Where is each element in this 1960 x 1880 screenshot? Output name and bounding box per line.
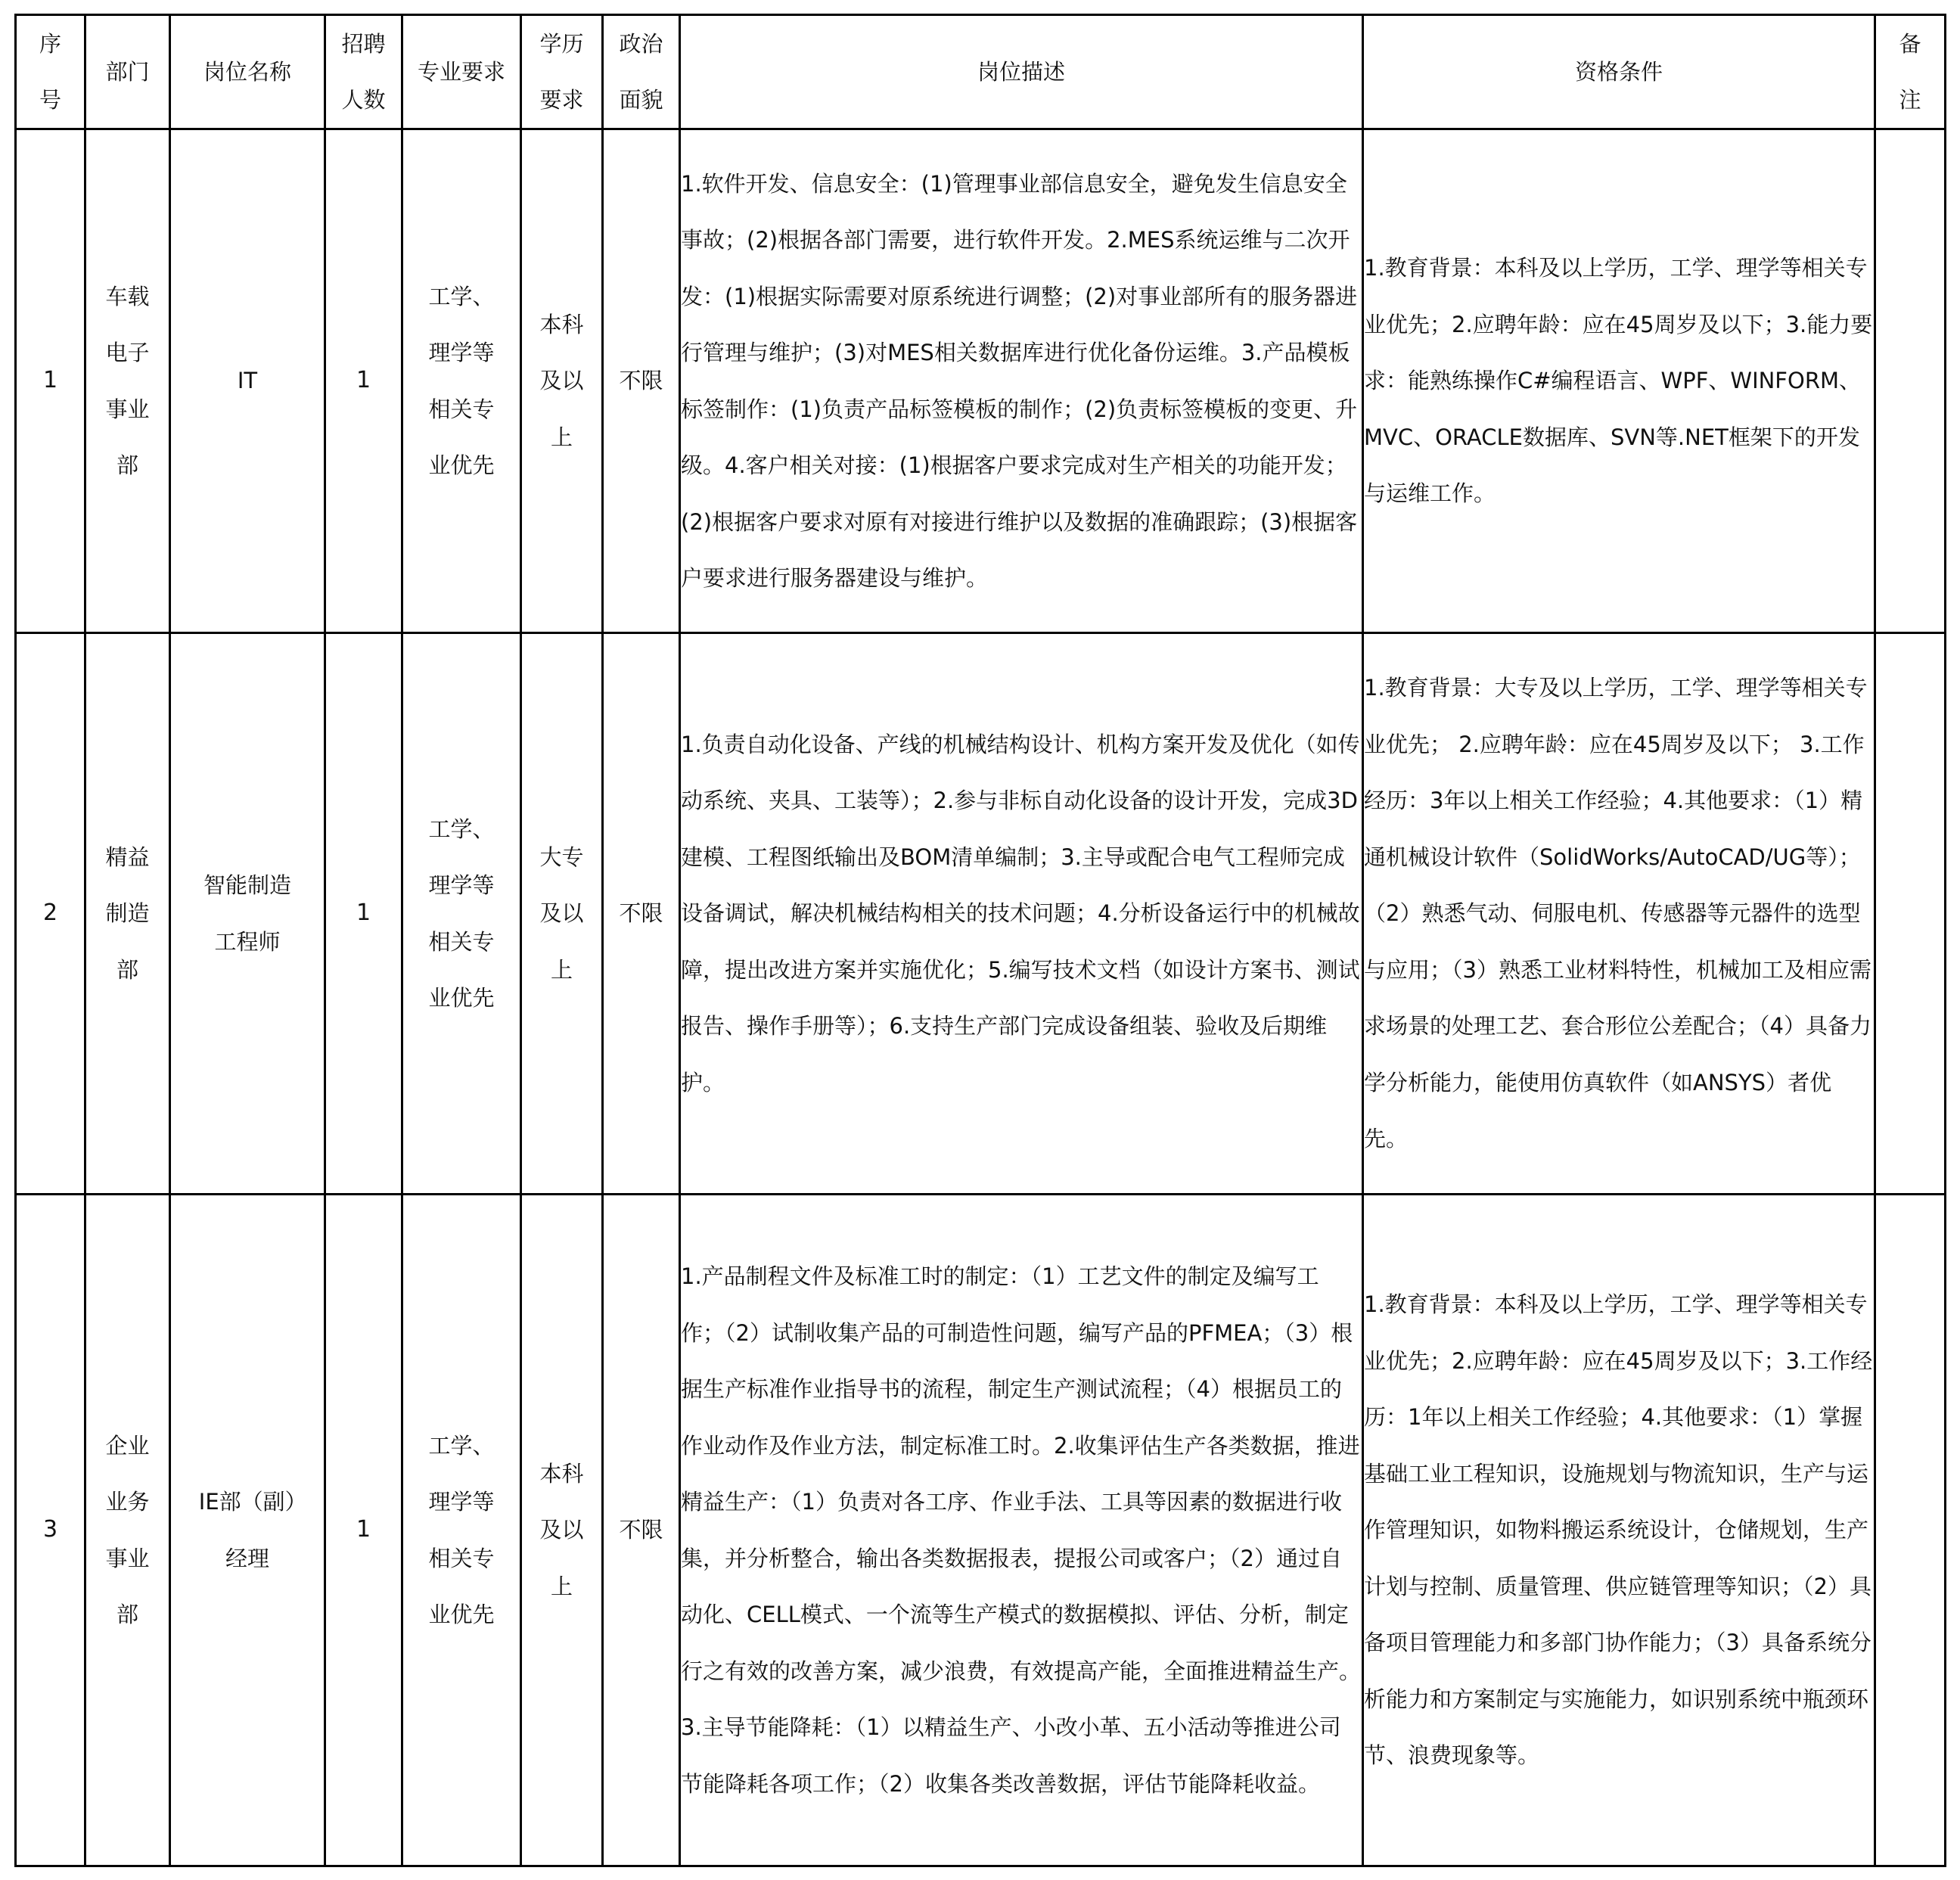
header-headcount-line2: 人数 <box>341 87 386 113</box>
header-index <box>16 15 85 129</box>
cell-remarks <box>1875 633 1946 1195</box>
department-text: 精益制造部 <box>105 844 150 983</box>
header-political-line1: 政治 <box>619 31 663 57</box>
header-remarks-line2: 注 <box>1899 87 1921 113</box>
education-text: 大专及以上 <box>539 844 584 983</box>
cell-remarks <box>1875 1195 1946 1866</box>
cell-department <box>85 633 170 1195</box>
description-text: 1.软件开发、信息安全：(1)管理事业部信息安全，避免发生信息安全事故；(2)根据各部门需要，进行软件开发。2.MES系统运维与二次开发：(1)根据实际需要对原系统进行调整；(2)对事业部所有的服务器进行管理与维护；(3)对MES相关数据库进行优化备份运维。3.产品模板标签制作：(1)负责产品标签模板的制作；(2)负责标签模板的变更、升级。4.客户相关对接：(1)根据客户要求完成对生产相关的功能开发； (2)根据客户要求对原有对接进行维护以及数据的准确跟踪；(3)根据客户要求进行服务器建设与维护。 <box>681 170 1358 591</box>
cell-major <box>402 129 521 633</box>
header-political <box>603 15 680 129</box>
major-text: 工学、理学等相关专业优先 <box>428 816 495 1011</box>
cell-position <box>170 1195 325 1866</box>
cell-headcount: 1 <box>325 633 402 1195</box>
cell-index: 3 <box>16 1195 85 1866</box>
cell-headcount: 1 <box>325 129 402 633</box>
recruitment-table <box>14 14 1946 1867</box>
description-text: 1.产品制程文件及标准工时的制定：（1）工艺文件的制定及编写工作；（2）试制收集产品的可制造性问题，编写产品的PFMEA；（3）根据生产标准作业指导书的流程，制定生产测试流程；（4）根据员工的作业动作及作业方法，制定标准工时。2.收集评估生产各类数据，推进精益生产：（1）负责对各工序、作业手法、工具等因素的数据进行收集，并分析整合，输出各类数据报表，提报公司或客户；（2）通过自动化、CELL模式、一个流等生产模式的数据模拟、评估、分析，制定行之有效的改善方案，减少浪费，有效提高产能，全面推进精益生产。3.主导节能降耗：（1）以精益生产、小改小革、五小活动等推进公司节能降耗各项工作；（2）收集各类改善数据，评估节能降耗收益。 <box>681 1263 1362 1797</box>
table-row <box>16 129 1946 633</box>
cell-qualifications <box>1363 129 1875 633</box>
description-text: 1.负责自动化设备、产线的机械结构设计、机构方案开发及优化（如传动系统、夹具、工装等）；2.参与非标自动化设备的设计开发，完成3D建模、工程图纸输出及BOM清单编制；3.主导或配合电气工程师完成设备调试，解决机械结构相关的技术问题；4.分析设备运行中的机械故障，提出改进方案并实施优化；5.编写技术文档（如设计方案书、测试报告、操作手册等）；6.支持生产部门完成设备组装、验收及后期维护。 <box>681 731 1360 1095</box>
cell-education <box>521 1195 603 1866</box>
qualifications-text: 1.教育背景：大专及以上学历，工学、理学等相关专业优先； 2.应聘年龄：应在45周岁及以下； 3.工作经历：3年以上相关工作经验；4.其他要求：（1）精通机械设计软件（SolidWorks/AutoCAD/UG等）；（2）熟悉气动、伺服电机、传感器等元器件的选型与应用；（3）熟悉工业材料特性，机械加工及相应需求场景的处理工艺、套合形位公差配合；（4）具备力学分析能力，能使用仿真软件（如ANSYS）者优先。 <box>1364 675 1871 1152</box>
header-index-line2: 号 <box>39 87 61 113</box>
header-headcount <box>325 15 402 129</box>
header-education-line1: 学历 <box>539 31 584 57</box>
education-text: 本科及以上 <box>539 1460 584 1599</box>
header-qualifications: 资格条件 <box>1363 15 1875 129</box>
header-remarks <box>1875 15 1946 129</box>
cell-description <box>680 129 1363 633</box>
cell-headcount: 1 <box>325 1195 402 1866</box>
header-education <box>521 15 603 129</box>
table-row <box>16 1195 1946 1866</box>
position-text: 智能制造工程师 <box>203 872 291 955</box>
major-text: 工学、理学等相关专业优先 <box>428 1432 495 1627</box>
qualifications-text: 1.教育背景：本科及以上学历，工学、理学等相关专业优先；2.应聘年龄：应在45周岁及以下；3.工作经历：1年以上相关工作经验；4.其他要求：（1）掌握基础工业工程知识，设施规划与物流知识，生产与运作管理知识，如物料搬运系统设计，仓储规划，生产计划与控制、质量管理、供应链管理等知识；（2）具备项目管理能力和多部门协作能力；（3）具备系统分析能力和方案制定与实施能力，如识别系统中瓶颈环节、浪费现象等。 <box>1364 1291 1873 1769</box>
header-position: 岗位名称 <box>170 15 325 129</box>
cell-education <box>521 633 603 1195</box>
cell-qualifications <box>1363 1195 1875 1866</box>
header-education-line2: 要求 <box>539 87 584 113</box>
position-text: IE部（副）经理 <box>198 1489 297 1571</box>
cell-department <box>85 1195 170 1866</box>
cell-political: 不限 <box>603 633 680 1195</box>
header-index-line1: 序 <box>39 31 61 57</box>
cell-remarks <box>1875 129 1946 633</box>
table-row <box>16 633 1946 1195</box>
qualifications-text: 1.教育背景：本科及以上学历，工学、理学等相关专业优先；2.应聘年龄：应在45周岁及以下；3.能力要求：能熟练操作C#编程语言、WPF、WINFORM、MVC、ORACLE数据库、SVN等.NET框架下的开发与运维工作。 <box>1364 255 1873 507</box>
cell-department <box>85 129 170 633</box>
department-text: 车载电子事业部 <box>105 283 150 478</box>
cell-index: 1 <box>16 129 85 633</box>
cell-description <box>680 1195 1363 1866</box>
header-remarks-line1: 备 <box>1899 31 1921 57</box>
header-department: 部门 <box>85 15 170 129</box>
header-political-line2: 面貌 <box>619 87 663 113</box>
cell-index: 2 <box>16 633 85 1195</box>
cell-political: 不限 <box>603 129 680 633</box>
cell-qualifications <box>1363 633 1875 1195</box>
cell-position <box>170 633 325 1195</box>
cell-political: 不限 <box>603 1195 680 1866</box>
cell-major <box>402 1195 521 1866</box>
position-text: IT <box>237 368 258 394</box>
major-text: 工学、理学等相关专业优先 <box>428 283 495 478</box>
cell-position <box>170 129 325 633</box>
header-headcount-line1: 招聘 <box>341 31 386 57</box>
header-major: 专业要求 <box>402 15 521 129</box>
header-row <box>16 15 1946 129</box>
cell-description <box>680 633 1363 1195</box>
cell-education <box>521 129 603 633</box>
cell-major <box>402 633 521 1195</box>
education-text: 本科及以上 <box>539 311 584 450</box>
department-text: 企业业务事业部 <box>105 1432 150 1627</box>
header-description: 岗位描述 <box>680 15 1363 129</box>
